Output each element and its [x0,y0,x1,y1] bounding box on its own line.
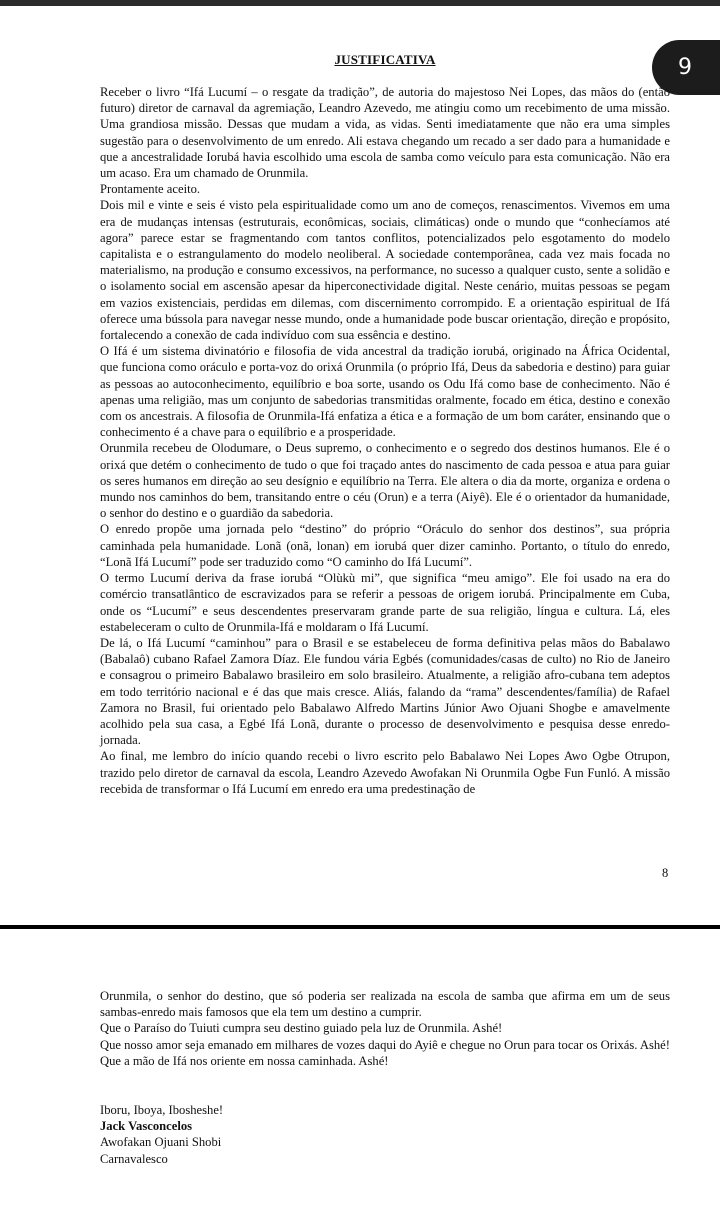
paragraph: Dois mil e vinte e seis é visto pela espiritualidade como um ano de começos, renascimentos. Vivemos em uma era de mudanças intensas (estruturais, econômicas, sociais, climáticas) onde o mundo que “conhecíamos até agora” parece estar se fragmentando com tantos conflitos, potencializados pelo esgotamento do modelo capitalista e o estrangulamento do modelo neoliberal. A sociedade contemporânea, cada vez mais focada no materialismo, na produção e consumo excessivos, na performance, no sucesso a qualquer custo, sente a solidão e o isolamento social em ascensão apesar da hiperconectividade digital. Neste cenário, muitas pessoas se pegam em vazios existenciais, perdidas em dilemas, com discernimento corrompido. E a orientação espiritual de Ifá oferece uma bússola para navegar nesse mundo, onde a humanidade pode buscar orientação, direção e propósito, fortalecendo a conexão de cada indivíduo com sua essência e destino. [100,198,670,343]
paragraph: Orunmila recebeu de Olodumare, o Deus supremo, o conhecimento e o segredo dos destinos humanos. Ele é o orixá que detém o conhecimento de tudo o que foi traçado antes do nascimento de cada pessoa e atua para guiar os seres humanos em direção ao seu desígnio e equilíbrio na Terra. Ele altera o dia da morte, organiza e ordena o mundo nos caminhos do bem, transitando entre o céu (Orun) e a terra (Aiyê). Ele é o orientador da humanidade, o senhor do destino e o guardião da sabedoria. [100,441,670,521]
viewer-top-bar [0,0,720,6]
document-heading: JUSTIFICATIVA [334,52,436,67]
signature-role: Carnavalesco [100,1151,168,1166]
page-1-body [100,84,670,797]
signature-greeting: Iboru, Iboya, Ibosheshe! [100,1103,224,1117]
signature-religious-title: Awofakan Ojuani Shobi [100,1135,222,1150]
page-2-body [100,988,670,1069]
paragraph: Que a mão de Ifá nos oriente em nossa caminhada. Ashé! [100,1053,389,1068]
page-number: 8 [662,866,669,880]
paragraph: O enredo propõe uma jornada pelo “destino” do próprio “Oráculo do senhor dos destinos”, sua própria caminhada pela humanidade. Lonã (onã, lonan) em iorubá quer dizer caminho. Portanto, o título do enredo, “Lonã Ifá Lucumí” pode ser traduzido como “O caminho do Ifá Lucumí”. [100,522,670,569]
paragraph: Receber o livro “Ifá Lucumí – o resgate da tradição”, de autoria do majestoso Nei Lopes, das mãos do (então futuro) diretor de carnaval da agremiação, Leandro Azevedo, me atingiu como um recebimento de uma missão. Uma grandiosa missão. Dessas que mudam a vida, as vidas. Senti imediatamente que não era uma simples sugestão para o desenvolvimento de um enredo. Ali estava chegando um recado a ser dado para a humanidade e que a ancestralidade Iorubá havia escolhido uma escola de samba como veículo para esta comunicação. Não era um acaso. Era um chamado de Orunmila. [100,85,670,181]
paragraph: Prontamente aceito. [100,182,201,197]
paragraph: De lá, o Ifá Lucumí “caminhou” para o Brasil e se estabeleceu de forma definitiva pelas mãos do Babalawo (Babalaô) cubano Rafael Zamora Díaz. Ele fundou vária Egbés (comunidades/casas de culto) no Rio de Janeiro e consagrou o primeiro Babalawo brasileiro em solo brasileiro. Atualmente, a religião afro-cubana tem adeptos em todo território nacional e é das que mais cresce. Aliás, falando da “rama” descendentes/família) de Rafael Zamora no Brasil, fui orientado pelo Babalawo Alfredo Martins Júnior Awo Ojuani Shogbe e amavelmente acolhido pela sua casa, a Egbé Ifá Lonã, durante o processo de desenvolvimento e pesquisa desse enredo-jornada. [100,635,670,748]
page-divider [0,925,720,929]
signature-name: Jack Vasconcelos [100,1119,193,1134]
paragraph: Que o Paraíso do Tuiuti cumpra seu destino guiado pela luz de Orunmila. Ashé! [100,1021,503,1036]
paragraph: Que nosso amor seja emanado em milhares de vozes daqui do Ayiê e chegue no Orun para tocar os Orixás. Ashé! [100,1037,670,1052]
paragraph: O Ifá é um sistema divinatório e filosofia de vida ancestral da tradição iorubá, originado na África Ocidental, que funciona como oráculo e porta-voz do orixá Orunmila (o próprio Ifá, Deus da sabedoria e destino) para guiar as pessoas ao autoconhecimento, equilíbrio e boa sorte, usando os Odu Ifá como base de conhecimento. Não é apenas uma religião, mas um conjunto de sabedorias transmitidas oralmente, focado em ética, destino e conexão com os ancestrais. A filosofia de Orunmila-Ifá enfatiza a ética e a formação de um bom caráter, ensinando que o conhecimento é a chave para o equilíbrio e a prosperidade. [100,344,670,440]
paragraph: O termo Lucumí deriva da frase iorubá “Olùkù mi”, que significa “meu amigo”. Ele foi usado na era do comércio transatlântico de escravizados para se referir a pessoas de origem iorubá. Principalmente em Cuba, onde os “Lucumí” e seus descendentes preservaram grande parte de sua religião, língua e cultura. Lá, eles estabeleceram o culto de Orunmila-Ifá e moldaram o Ifá Lucumí. [100,571,670,634]
signature-block [100,1102,223,1167]
paragraph: Orunmila, o senhor do destino, que só poderia ser realizada na escola de samba que afirma em um de seus sambas-enredo mais famosos que ela tem um destino a cumprir. [100,989,670,1020]
paragraph: Ao final, me lembro do início quando recebi o livro escrito pelo Babalawo Nei Lopes Awo Ogbe Otrupon, trazido pelo diretor de carnaval da escola, Leandro Azevedo Awofakan Ni Orunmila Ogbe Fun Funló. A missão recebida de transformar o Ifá Lucumí em enredo era uma predestinação de [100,749,670,796]
page-indicator-number: 9 [678,55,692,80]
